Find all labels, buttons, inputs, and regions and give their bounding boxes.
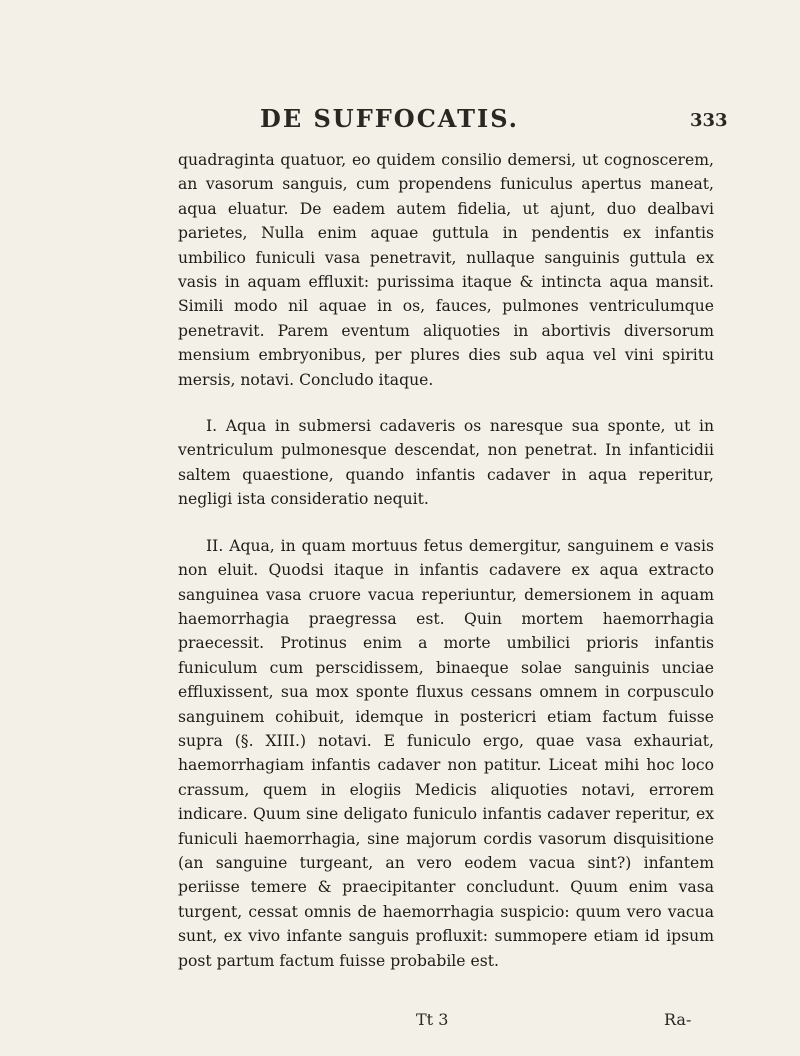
paragraph-continuation: quadraginta quatuor, eo quidem consilio demersi, ut cognoscerem, an vasorum sanguis, cum propendens funiculus apertus maneat, aqua eluatur. De eadem autem fidelia, ut ajunt, duo dealbavi parietes, Nulla enim aquae guttula in pendentis ex infantis umbilico funiculi vasa penetravit, nullaque sanguinis guttula ex vasis in aquam effluxit: purissima itaque & intincta aqua mansit. Simili modo nil aquae in os, fauces, pulmones ventriculumque penetravit. Parem eventum aliquoties in abortivis diversorum mensium embryonibus, per plures dies sub aqua vel vini spiritu mersis, notavi. Concludo itaque. [178,151,714,389]
page-footer [0,1010,800,1038]
running-head [0,104,800,138]
signature-mark: Tt 3 [416,1010,449,1029]
body-text [178,148,714,973]
catchword: Ra- [664,1010,692,1029]
page-number: 333 [690,110,728,131]
paragraph-numbered-2: II. Aqua, in quam mortuus fetus demergitur, sanguinem e vasis non eluit. Quodsi itaque in infantis cadavere ex aqua extracto sanguinea vasa cruore vacua reperiuntur, demersionem in aquam haemorrhagia praegressa est. Quin mortem haemorrhagia praecessit. Protinus enim a morte umbilici prioris infantis funiculum cum perscidissem, binaeque solae sanguinis unciae effluxissent, sua mox sponte fluxus cessans omnem in corpusculo sanguinem cohibuit, idemque in postericri etiam factum fuisse supra (§. XIII.) notavi. E funiculo ergo, quae vasa exhauriat, haemorrhagiam infantis cadaver non patitur. Liceat mihi hoc loco crassum, quem in elogiis Medicis aliquoties notavi, errorem indicare. Quum sine deligato funiculo infantis cadaver reperitur, ex funiculi haemorrhagia, sine majorum cordis vasorum disquisitione (an sanguine turgeant, an vero eodem vacua sint?) infantem periisse temere & praecipitanter concludunt. Quum enim vasa turgent, cessat omnis de haemorrhagia suspicio: quum vero vacua sunt, ex vivo infante sanguis profluxit: summopere etiam id ipsum post partum factum fuisse probabile est. [178,536,714,970]
running-title: DE SUFFOCATIS. [260,104,520,133]
paragraph-numbered-1: I. Aqua in submersi cadaveris os naresque sua sponte, ut in ventriculum pulmonesque descendat, non penetrat. In infanticidii saltem quaestione, quando infantis cadaver in aqua reperitur, negligi ista consideratio nequit. [178,417,714,509]
paragraph-gap [178,512,714,534]
paragraph-gap [178,392,714,414]
